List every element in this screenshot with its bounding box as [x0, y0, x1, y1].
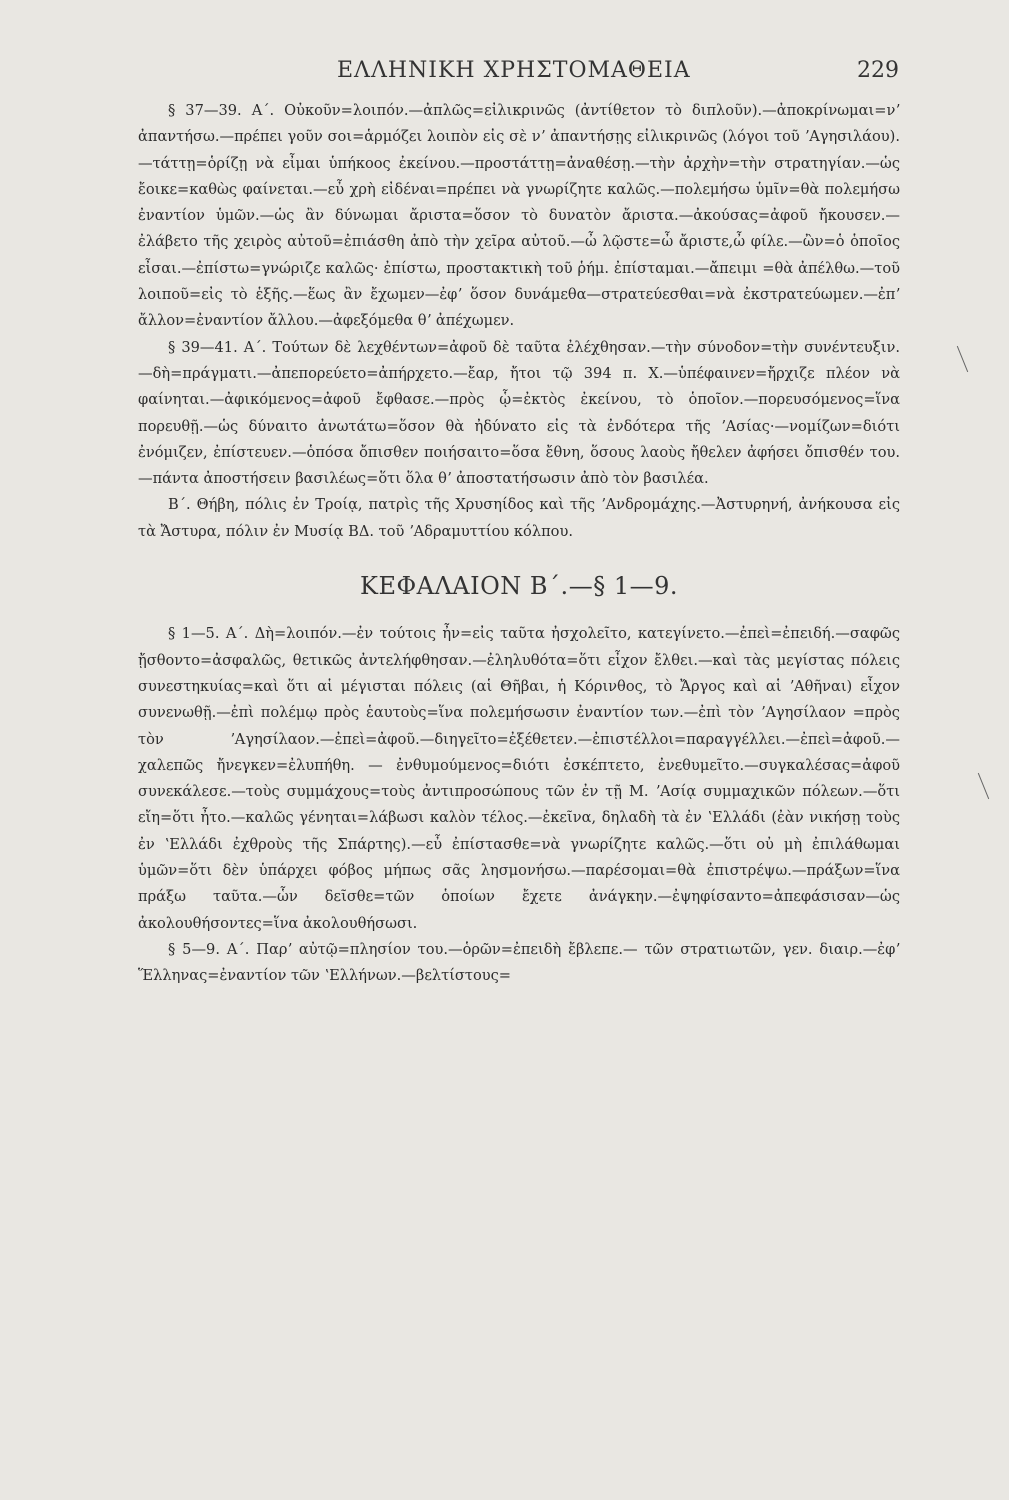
note-paragraph-39-41: § 39—41. Α΄. Τούτων δὲ λεχθέντων=ἀφοῦ δὲ ταῦτα ἐλέχθησαν.—τὴν σύνοδον=τὴν συνέντευξιν.—δὴ=πράγματι.—ἀπεπορεύετο=ἀπήρχετο.—ἔαρ, ἤτοι τῷ 394 π. Χ.—ὑπέφαινεν=ἤρχιζε πλέον νὰ φαίνηται.—ἀφικόμενος=ἀφοῦ ἔφθασε.—πρὸς ᾧ=ἐκτὸς ἐκείνου, τὸ ὁποῖον.—πορευσόμενος=ἵνα πορευθῇ.—ὡς δύναιτο ἀνωτάτω=ὅσον θὰ ἠδύνατο εἰς τὰ ἐνδότερα τῆς ʼΑσίας·—νομίζων=διότι ἐνόμιζεν, ἐπίστευεν.—ὁπόσα ὄπισθεν ποιήσαιτο=ὅσα ἔθνη, ὅσους λαοὺς ἤθελεν ἀφήσει ὄπισθέν του.—πάντα ἀποστήσειν βασιλέως=ὅτι ὅλα θʼ ἀποστατήσωσιν ἀπὸ τὸν βασιλέα.: [138, 338, 900, 488]
margin-mark: [978, 773, 989, 799]
note-paragraph-b: Β΄. Θήβη, πόλις ἐν Τροίᾳ, πατρὶς τῆς Χρυσηίδος καὶ τῆς ʼΑνδρομάχης.—Ἀστυρηνή, ἀνήκουσα εἰς τὰ Ἄστυρα, πόλιν ἐν Μυσίᾳ ΒΔ. τοῦ ʼΑδραμυττίου κόλπου.: [138, 496, 900, 540]
running-head: [0, 52, 1009, 92]
note-paragraph-37-39: § 37—39. Α΄. Οὐκοῦν=λοιπόν.—ἀπλῶς=εἰλικρινῶς (ἀντίθετον τὸ διπλοῦν).—ἀποκρίνωμαι=νʼ ἀπαντήσω.—πρέπει γοῦν σοι=ἁρμόζει λοιπὸν εἰς σὲ νʼ ἀπαντήσῃς εἰλικρινῶς (λόγοι τοῦ ʼΑγησιλάου).—τάττῃ=ὁρίζῃ νὰ εἶμαι ὑπήκοος ἐκείνου.—προστάττῃ=ἀναθέσῃ.—τὴν ἀρχὴν=τὴν στρατηγίαν.—ὡς ἔοικε=καθὼς φαίνεται.—εὖ χρὴ εἰδέναι=πρέπει νὰ γνωρίζητε καλῶς.—πολεμήσω ὑμῖν=θὰ πολεμήσω ἐναντίον ὑμῶν.—ὡς ἂν δύνωμαι ἄριστα=ὅσον τὸ δυνατὸν ἄριστα.—ἀκούσας=ἀφοῦ ἤκουσεν.—ἐλάβετο τῆς χειρὸς αὐτοῦ=ἐπιάσθη ἀπὸ τὴν χεῖρα αὐτοῦ.—ὦ λῷστε=ὦ ἄριστε,ὦ φίλε.—ὢν=ὁ ὁποῖος εἶσαι.—ἐπίστω=γνώριζε καλῶς· ἐπίστω, προστακτικὴ τοῦ ῥήμ. ἐπίσταμαι.—ἄπειμι =θὰ ἀπέλθω.—τοῦ λοιποῦ=εἰς τὸ ἑξῆς.—ἕως ἂν ἔχωμεν—ἐφʼ ὅσον δυνάμεθα—στρατεύεσθαι=νὰ ἐκστρατεύωμεν.—ἐπʼ ἄλλον=ἐναντίον ἄλλου.—ἀφεξόμεθα θʼ ἀπέχωμεν.: [138, 102, 900, 330]
chapter-heading: ΚΕΦΑΛΑΙΟΝ Β΄.—§ 1—9.: [360, 572, 678, 601]
note-paragraph-1-5: § 1—5. Α΄. Δὴ=λοιπόν.—ἐν τούτοις ἦν=εἰς ταῦτα ἠσχολεῖτο, κατεγίνετο.—ἐπεὶ=ἐπειδή.—σαφῶς ᾔσθοντο=ἀσφαλῶς, θετικῶς ἀντελήφθησαν.—ἐληλυθότα=ὅτι εἶχον ἔλθει.—καὶ τὰς μεγίστας πόλεις συνεστηκυίας=καὶ ὅτι αἱ μέγισται πόλεις (αἱ Θῆβαι, ἡ Κόρινθος, τὸ Ἄργος καὶ αἱ ʼΑθῆναι) εἶχον συνενωθῇ.—ἐπὶ πολέμῳ πρὸς ἑαυτοὺς=ἵνα πολεμήσωσιν ἐναντίον των.—ἐπὶ τὸν ʼΑγησίλαον =πρὸς τὸν ʼΑγησίλαον.—ἐπεὶ=ἀφοῦ.—διηγεῖτο=ἐξέθετεν.—ἐπιστέλλοι=παραγγέλλει.—ἐπεὶ=ἀφοῦ.—χαλεπῶς ἤνεγκεν=ἐλυπήθη. — ἐνθυμούμενος=διότι ἐσκέπτετο, ἐνεθυμεῖτο.—συγκαλέσας=ἀφοῦ συνεκάλεσε.—τοὺς συμμάχους=τοὺς ἀντιπροσώπους τῶν ἐν τῇ Μ. ʼΑσίᾳ συμμαχικῶν πόλεων.—ὅτι εἴη=ὅτι ἦτο.—καλῶς γένηται=λάβωσι καλὸν τέλος.—ἐκεῖνα, δηλαδὴ τὰ ἐν ʽΕλλάδι (ἐὰν νικήσῃ τοὺς ἐν ʽΕλλάδι ἐχθροὺς τῆς Σπάρτης).—εὖ ἐπίστασθε=νὰ γνωρίζητε καλῶς.—ὅτι οὐ μὴ ἐπιλάθωμαι ὑμῶν=ὅτι δὲν ὑπάρχει φόβος μήπως σᾶς λησμονήσω.—παρέσομαι=θὰ ἐπιστρέψω.—πράξων=ἵνα πράξω ταῦτα.—ὧν δεῖσθε=τῶν ὁποίων ἔχετε ἀνάγκην.—ἐψηφίσαντο=ἀπεφάσισαν—ὡς ἀκολουθήσοντες=ἵνα ἀκολουθήσωσι.: [138, 625, 900, 932]
running-title: ΕΛΛΗΝΙΚΗ ΧΡΗΣΤΟΜΑΘΕΙΑ: [337, 58, 691, 83]
commentary-text: [138, 98, 900, 990]
margin-mark: [957, 346, 968, 372]
page-number: 229: [857, 58, 899, 83]
note-paragraph-5-9: § 5—9. Α΄. Παρʼ αὐτῷ=πλησίον του.—ὁρῶν=ἐπειδὴ ἔβλεπε.— τῶν στρατιωτῶν, γεν. διαιρ.—ἐφʼ Ἕλληνας=ἐναντίον τῶν ʽΕλλήνων.—βελτίστους=: [138, 940, 900, 985]
